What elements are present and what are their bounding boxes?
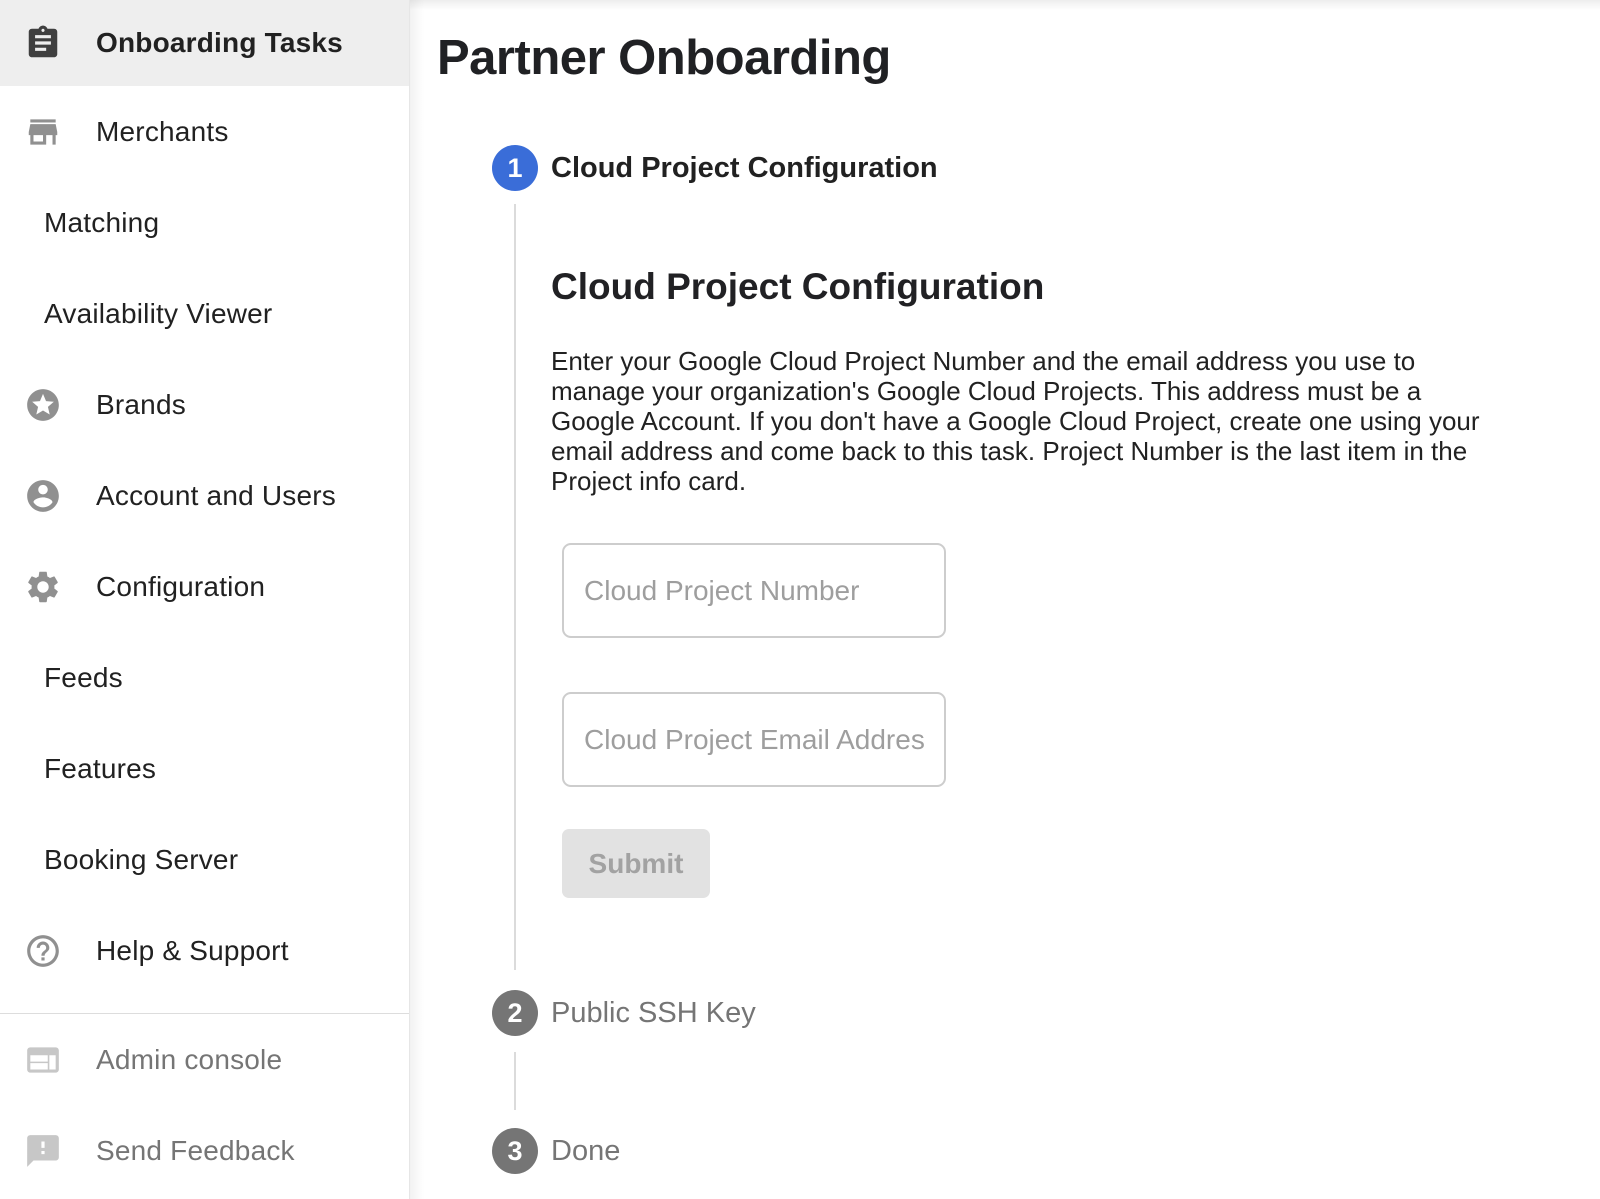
submit-button[interactable]: Submit (562, 829, 710, 898)
sidebar-item-label: Booking Server (44, 843, 239, 875)
sidebar-item-label: Features (44, 752, 157, 784)
sidebar-item-label: Availability Viewer (44, 297, 273, 329)
sidebar-item-label: Account and Users (96, 479, 336, 511)
step-2-label[interactable]: Public SSH Key (551, 997, 756, 1029)
page-title: Partner Onboarding (437, 31, 891, 85)
sidebar-item-label: Configuration (96, 570, 266, 602)
sidebar-item-booking-server[interactable] (0, 814, 409, 905)
star-circle-icon (24, 386, 62, 424)
sidebar-item-brands[interactable] (0, 359, 409, 450)
step-3-label[interactable]: Done (551, 1135, 621, 1167)
sidebar-item-help-support[interactable] (0, 905, 409, 996)
storefront-icon (24, 113, 62, 151)
person-circle-icon (24, 477, 62, 515)
sidebar (0, 0, 410, 1199)
sidebar-item-label: Help & Support (96, 934, 289, 966)
step-1-label[interactable]: Cloud Project Configuration (551, 152, 938, 184)
sidebar-item-label: Admin console (96, 1043, 283, 1075)
sidebar-item-label: Onboarding Tasks (96, 27, 343, 58)
sidebar-item-admin-console[interactable] (0, 1014, 409, 1105)
cloud-project-number-input[interactable] (562, 543, 946, 638)
feedback-bubble-icon (24, 1132, 62, 1170)
stepper-connector-2 (514, 1052, 516, 1110)
admin-window-icon (24, 1041, 62, 1079)
sidebar-item-features[interactable] (0, 723, 409, 814)
sidebar-item-configuration[interactable] (0, 541, 409, 632)
help-outline-icon (24, 932, 62, 970)
sidebar-item-label: Brands (96, 388, 186, 420)
sidebar-item-onboarding-tasks[interactable] (0, 0, 409, 86)
sidebar-item-label: Send Feedback (96, 1134, 295, 1166)
main-content (410, 0, 1600, 1199)
sidebar-item-matching[interactable] (0, 177, 409, 268)
step-1-circle[interactable]: 1 (492, 145, 538, 191)
sidebar-item-feeds[interactable] (0, 632, 409, 723)
step-1-heading: Cloud Project Configuration (551, 266, 1045, 307)
sidebar-item-merchants[interactable] (0, 86, 409, 177)
step-3-circle[interactable]: 3 (492, 1128, 538, 1174)
stepper-connector-1 (514, 204, 516, 970)
sidebar-item-label: Feeds (44, 661, 123, 693)
step-1-description: Enter your Google Cloud Project Number and the email address you use to manage your organization's Google Cloud Projects. This address must be a Google Account. If you don't have a Google Cloud Project, create one using your email address and come back to this task. Project Number is the last item in the Project info card. (551, 346, 1480, 496)
sidebar-item-availability-viewer[interactable] (0, 268, 409, 359)
gear-icon (24, 568, 62, 606)
clipboard-icon (24, 24, 62, 62)
sidebar-item-send-feedback[interactable] (0, 1105, 409, 1196)
sidebar-item-label: Matching (44, 206, 160, 238)
sidebar-item-account-and-users[interactable] (0, 450, 409, 541)
step-2-circle[interactable]: 2 (492, 990, 538, 1036)
sidebar-item-label: Merchants (96, 115, 229, 147)
cloud-project-email-input[interactable] (562, 692, 946, 787)
